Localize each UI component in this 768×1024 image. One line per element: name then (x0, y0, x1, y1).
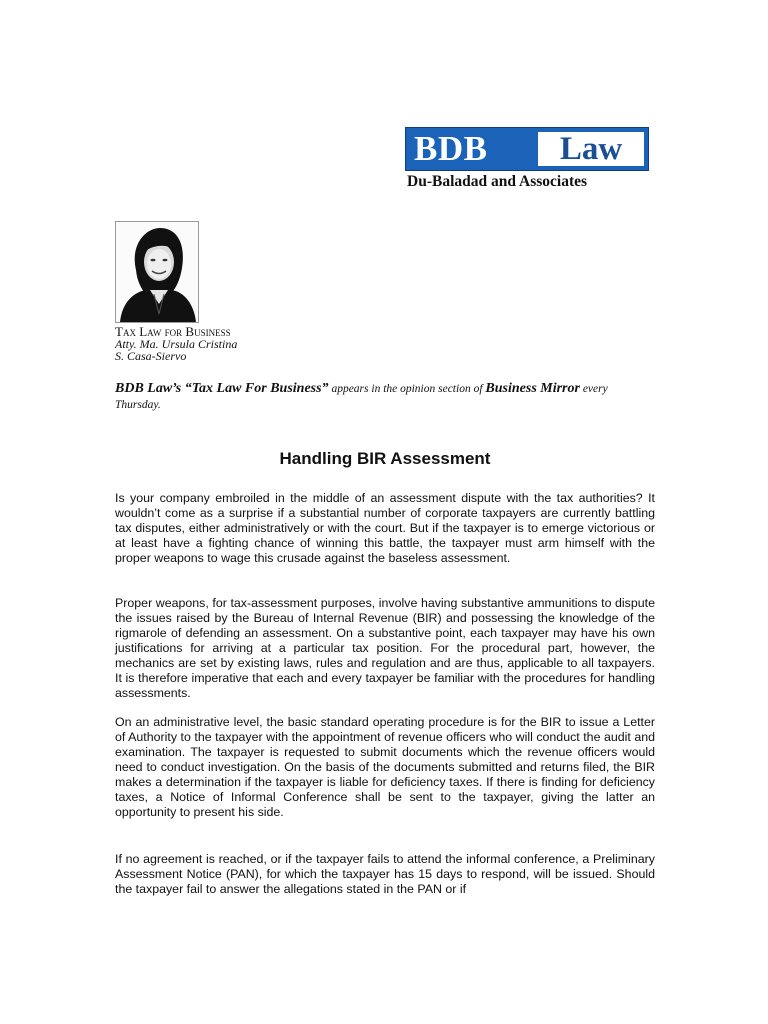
author-name-line2: S. Casa-Siervo (115, 349, 187, 363)
author-name-line1: Atty. Ma. Ursula Cristina (115, 337, 238, 351)
article-paragraph-4: If no agreement is reached, or if the taxpayer fails to attend the informal conference, a Preliminary Assessment Notice (PAN), for which the taxpayer has 15 days to respond, will be issued. Should the taxpayer fail to answer the allegations stated in the PAN or if (115, 852, 655, 896)
article-paragraph-2: Proper weapons, for tax-assessment purposes, involve having substantive ammunitions to dispute the issues raised by the Bureau of Internal Revenue (BIR) and possessing the knowledge of the rigmarole of defending an assessment. On a substantive point, each taxpayer may have his own justifications for arriving at a particular tax position. For the procedural part, however, the mechanics are set by existing laws, rules and regulation and are thus, applicable to all taxpayers. It is therefore imperative that each and every taxpayer be familiar with the procedures for handling assessments. (115, 596, 655, 700)
logo-subtitle: Du-Baladad and Associates (407, 173, 588, 190)
author-photo (115, 221, 199, 323)
newspaper-name: Business Mirror (485, 381, 580, 396)
publication-note (115, 381, 655, 413)
article-paragraph-1: Is your company embroiled in the middle of an assessment dispute with the tax authorities? It wouldn’t come as a surprise if a substantial number of corporate taxpayers are currently battling tax disputes, either administratively or with the court. But if the taxpayer is to emerge victorious or at least have a fighting chance of winning this battle, the taxpayer must arm himself with the proper weapons to wage this crusade against the baseless assessment. (115, 491, 655, 565)
publication-schedule: every Thursday. (115, 383, 608, 411)
column-title: Tax Law for Business (115, 324, 231, 339)
publication-note-text: appears in the opinion section of (328, 383, 486, 395)
column-name: BDB Law’s “Tax Law For Business” (115, 381, 329, 396)
byline (115, 326, 237, 362)
article-paragraph-3: On an administrative level, the basic standard operating procedure is for the BIR to issue a Letter of Authority to the taxpayer with the appointment of revenue officers who will conduct the audit and examination. The taxpayer is requested to submit documents which the revenue officers would need to conduct investigation. On the basis of the documents submitted and returns filed, the BIR makes a determination if the taxpayer is liable for deficiency taxes. If there is finding for deficiency taxes, a Notice of Informal Conference shall be sent to the taxpayer, giving the latter an opportunity to present his side. (115, 715, 655, 819)
firm-logo (405, 127, 650, 191)
logo-box (405, 127, 649, 171)
logo-text-left: BDB (414, 129, 488, 168)
author-portrait-image (116, 222, 198, 322)
logo-text-right: Law (538, 132, 644, 166)
article-title: Handling BIR Assessment (279, 449, 491, 468)
